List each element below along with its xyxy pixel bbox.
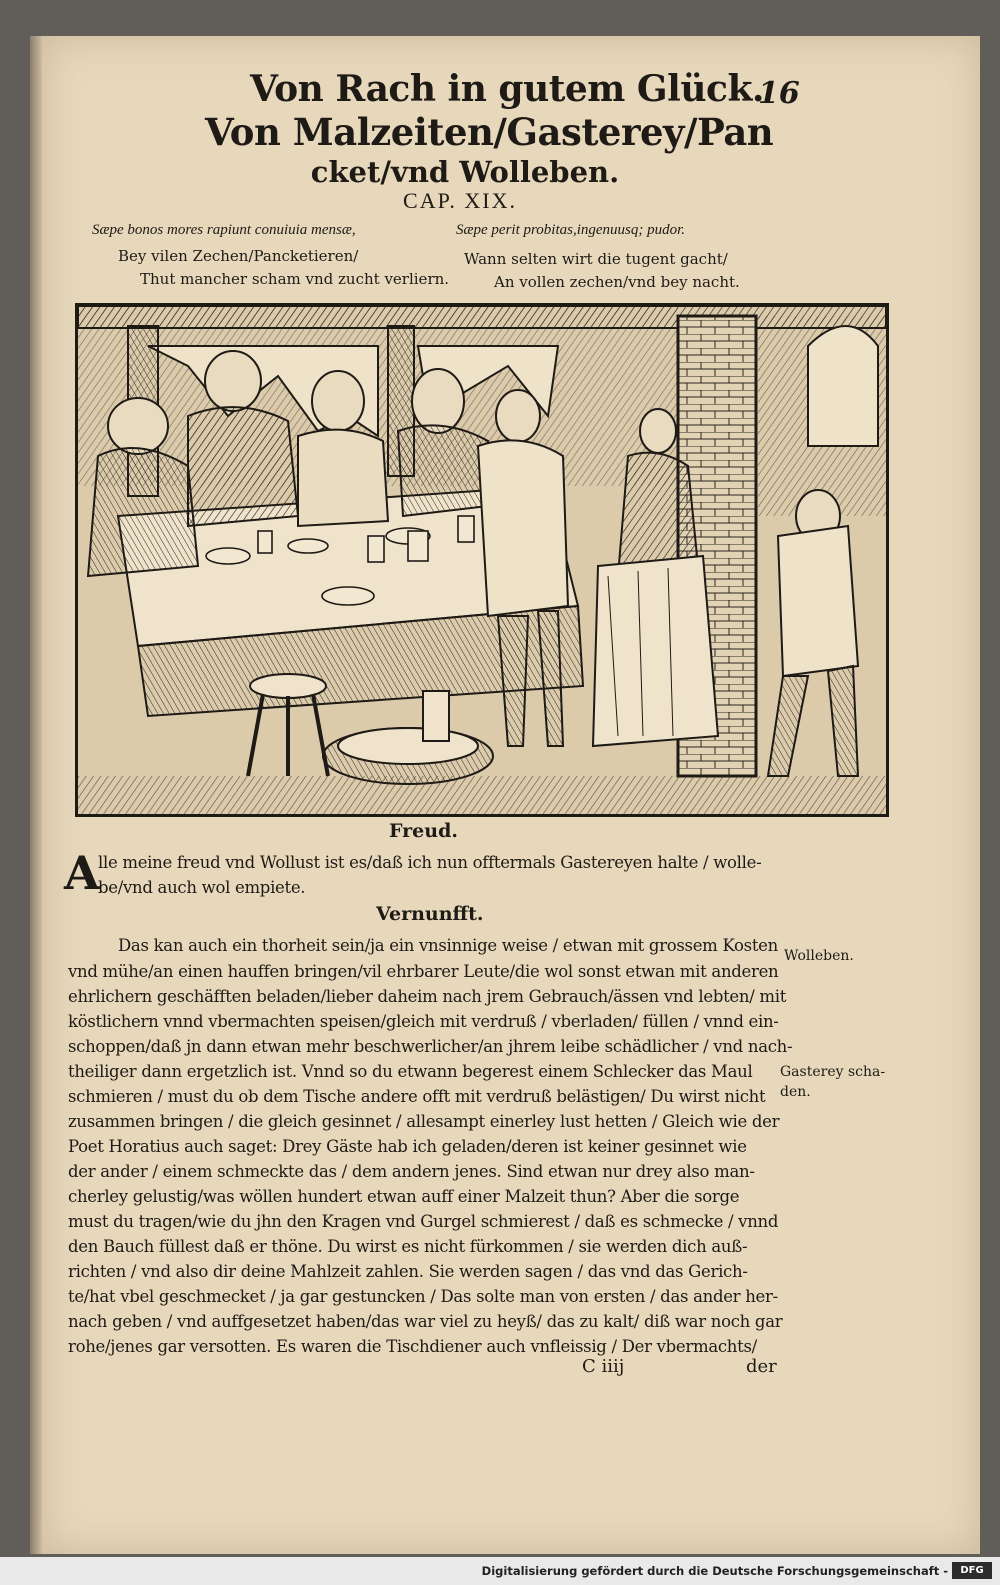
text-line: zusammen bringen / die gleich gesinnet / allesampt einerley lust hetten / Gleich wie der <box>68 1112 780 1131</box>
page-number: 16 <box>758 76 800 111</box>
text-line: schmieren / must du ob dem Tische andere offt mit verdruß belästigen/ Du wirst nicht <box>68 1087 766 1106</box>
latin-motto-left: Sæpe bonos mores rapiunt conuiuia mensæ, <box>92 222 356 238</box>
woodcut-illustration <box>75 303 889 817</box>
speaker-vernunfft: Vernunfft. <box>376 903 484 925</box>
text-line: Poet Horatius auch saget: Drey Gäste hab ich geladen/deren ist keiner gesinnet wie <box>68 1137 747 1156</box>
banquet-scene-drawing <box>78 306 886 814</box>
text-line: te/hat vbel geschmecket / ja gar gestuncken / Das solte man von ersten / das ander her- <box>68 1287 778 1306</box>
catchword: der <box>746 1356 777 1377</box>
chapter-title-line-2: cket/vnd Wolleben. <box>310 155 620 189</box>
margin-note-gasterey: Gasterey scha- <box>780 1064 886 1080</box>
chapter-number: CAP. XIX. <box>403 188 517 213</box>
signature-mark: C iiij <box>582 1356 625 1377</box>
drop-cap-initial: A <box>64 846 100 900</box>
verse-left-1: Bey vilen Zechen/Pancketieren/ <box>118 247 359 265</box>
text-line: der ander / einem schmeckte das / dem andern jenes. Sind etwan nur drey also man- <box>68 1162 755 1181</box>
text-line: richten / vnd also dir deine Mahlzeit zahlen. Sie werden sagen / das vnd das Gerich- <box>68 1262 748 1281</box>
text-line: ehrlichern geschäfften beladen/lieber daheim nach jrem Gebrauch/ässen vnd lebten/ mit <box>68 987 787 1006</box>
freud-text-line-1: lle meine freud vnd Wollust ist es/daß ich nun offtermals Gastereyen halte / wolle- <box>98 853 762 872</box>
text-line: must du tragen/wie du jhn den Kragen vnd Gurgel schmierest / daß es schmecke / vnnd <box>68 1212 779 1231</box>
text-line: vnd mühe/an einen hauffen bringen/vil ehrbarer Leute/die wol sonst etwan mit anderen <box>68 962 779 981</box>
text-line: Das kan auch ein thorheit sein/ja ein vnsinnige weise / etwan mit grossem Kosten <box>118 936 778 955</box>
text-line: schoppen/daß jn dann etwan mehr beschwerlicher/an jhrem leibe schädlicher / vnd nach- <box>68 1037 793 1056</box>
chapter-title-line-1: Von Malzeiten/Gasterey/Pan <box>205 110 774 154</box>
margin-note-wolleben: Wolleben. <box>784 948 854 964</box>
verse-left-2: Thut mancher scham vnd zucht verliern. <box>140 270 450 288</box>
text-line: nach geben / vnd auffgesetzet haben/das war viel zu heyß/ das zu kalt/ diß war noch gar <box>68 1312 783 1331</box>
latin-motto-right: Sæpe perit probitas,ingenuusq; pudor. <box>456 222 686 238</box>
text-line: theiliger dann ergetzlich ist. Vnnd so du etwann begerest einem Schlecker das Maul <box>68 1062 753 1081</box>
margin-note-gasterey-2: den. <box>780 1084 811 1100</box>
digitization-footer <box>0 1557 1000 1585</box>
text-line: köstlichern vnnd vbermachten speisen/gleich mit verdruß / vberladen/ füllen / vnnd ein- <box>68 1012 779 1031</box>
dfg-logo: DFG <box>952 1562 992 1579</box>
text-line: rohe/jenes gar versotten. Es waren die Tischdiener auch vnfleissig / Der vbermachts/ <box>68 1337 757 1356</box>
text-line: cherley gelustig/was wöllen hundert etwan auff einer Malzeit thun? Aber die sorge <box>68 1187 740 1206</box>
freud-text-line-2: be/vnd auch wol empiete. <box>98 878 306 897</box>
verse-right-2: An vollen zechen/vnd bey nacht. <box>494 273 740 291</box>
verse-right-1: Wann selten wirt die tugent gacht/ <box>464 250 728 268</box>
running-head: Von Rach in gutem Glück. <box>250 68 764 110</box>
speaker-freud: Freud. <box>389 820 458 842</box>
text-line: den Bauch füllest daß er thöne. Du wirst es nicht fürkommen / sie werden dich auß- <box>68 1237 748 1256</box>
funding-credit: Digitalisierung gefördert durch die Deutsche Forschungsgemeinschaft - <box>481 1564 948 1578</box>
